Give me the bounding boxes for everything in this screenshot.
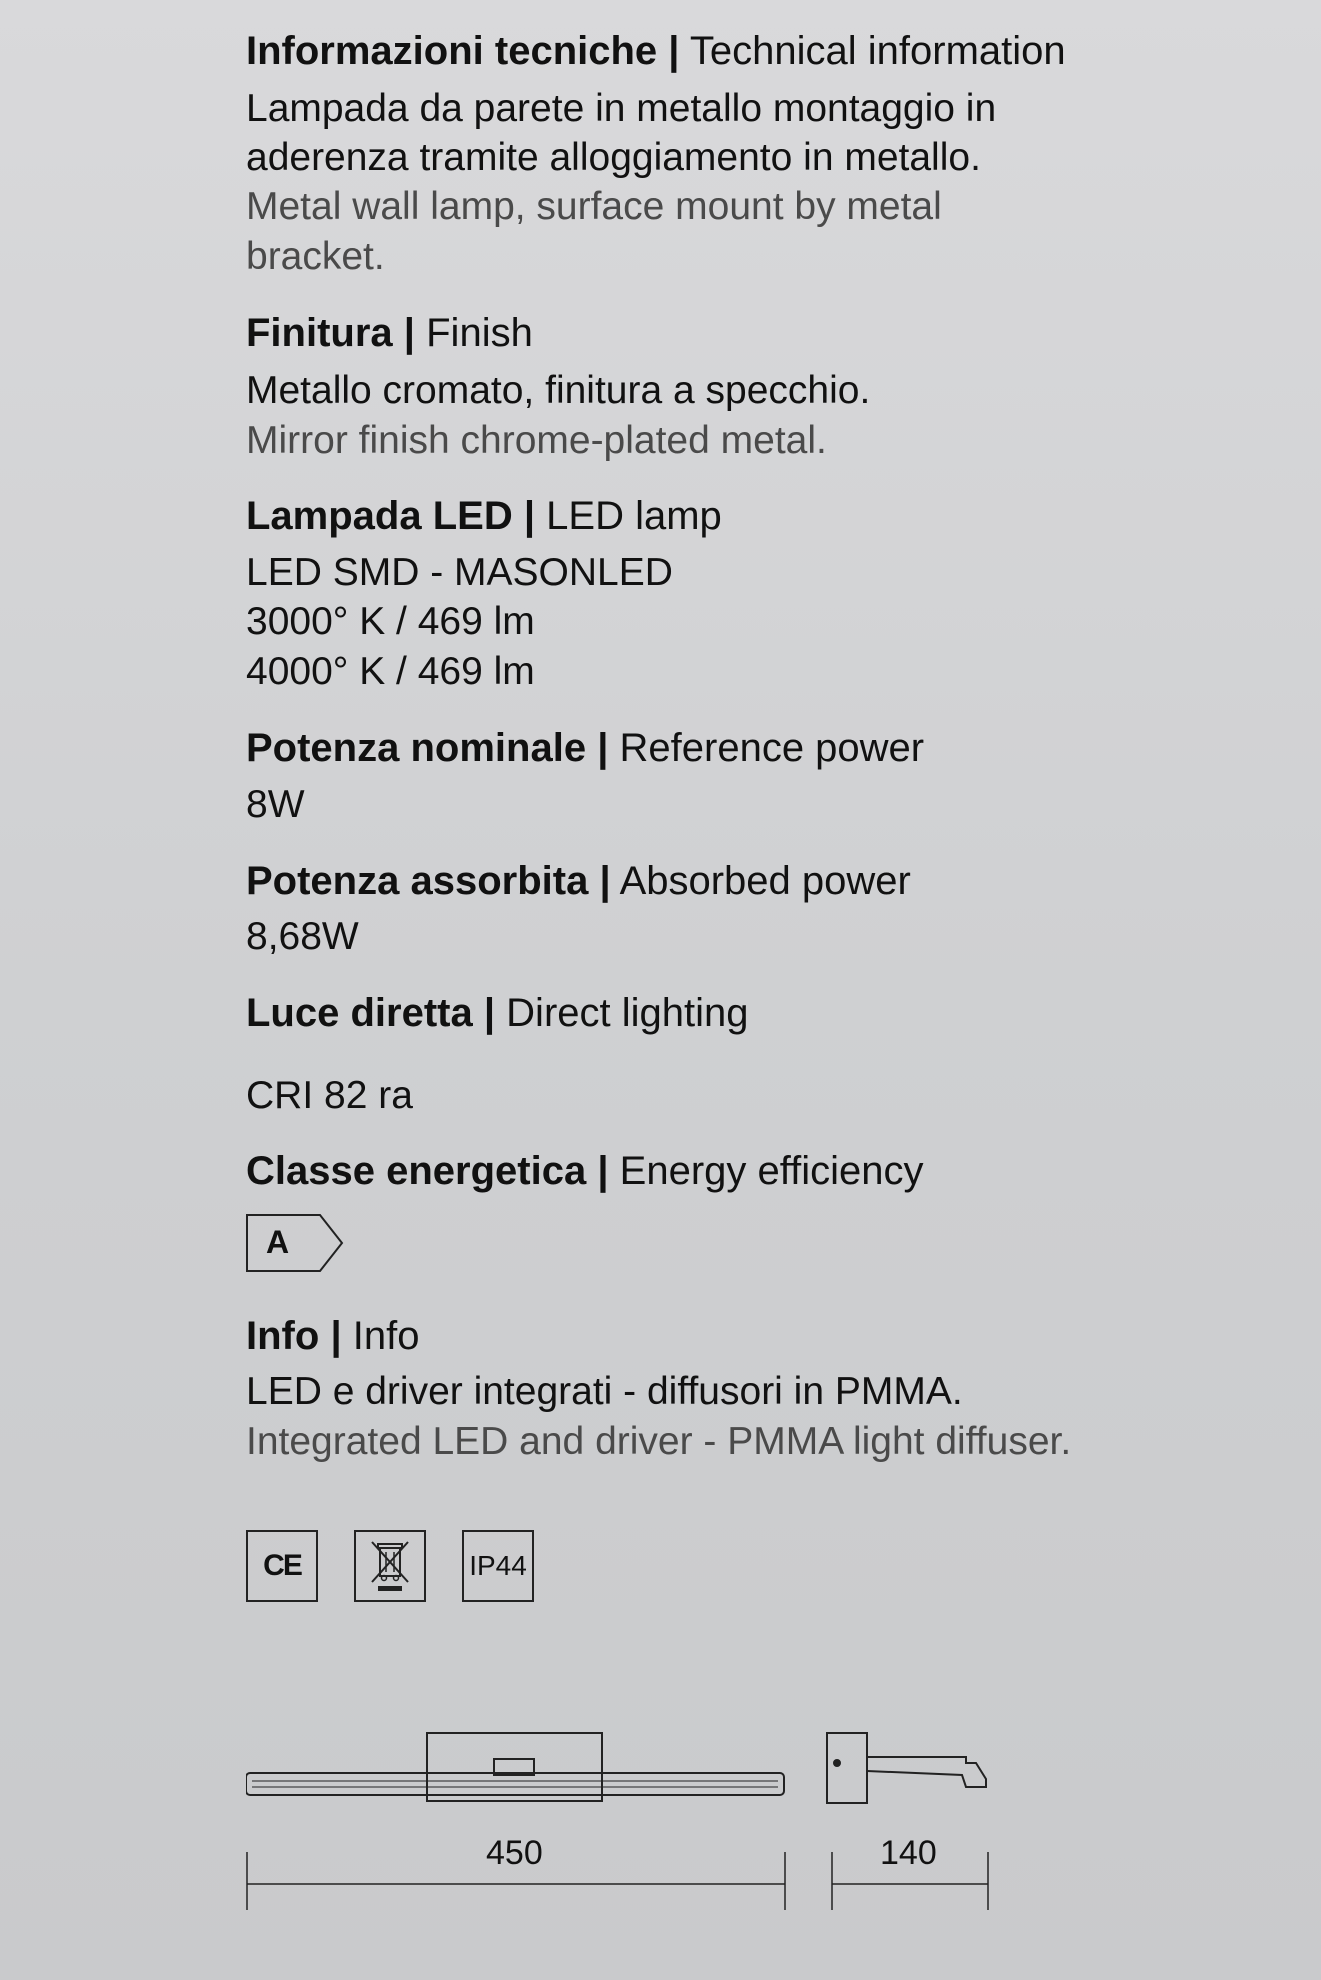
technical-line-en-2: bracket. bbox=[246, 235, 385, 278]
depth-dimension-label: 140 bbox=[880, 1834, 937, 1872]
energy-class-letter: A bbox=[266, 1224, 290, 1260]
absorbed-power-value: 8,68W bbox=[246, 915, 359, 958]
ip44-rating-icon: IP44 bbox=[462, 1530, 534, 1602]
reference-power-value: 8W bbox=[246, 783, 305, 826]
heading-absorbed-power: Potenza assorbita | Absorbed power bbox=[246, 859, 911, 903]
side-view-drawing bbox=[827, 1733, 986, 1803]
weee-bin-icon bbox=[354, 1530, 426, 1602]
energy-arrow-icon bbox=[246, 1214, 346, 1274]
heading-technical-information: Informazioni tecniche | Technical information bbox=[246, 29, 1066, 73]
front-view-drawing bbox=[246, 1733, 784, 1801]
finish-line-it: Metallo cromato, finitura a specchio. bbox=[246, 369, 871, 412]
ce-mark-icon: CE bbox=[246, 1530, 318, 1602]
heading-led-lamp: Lampada LED | LED lamp bbox=[246, 494, 722, 538]
width-dimension-label: 450 bbox=[486, 1834, 543, 1872]
technical-line-it-1: Lampada da parete in metallo montaggio in bbox=[246, 87, 997, 130]
heading-finish: Finitura | Finish bbox=[246, 311, 533, 355]
technical-line-en-1: Metal wall lamp, surface mount by metal bbox=[246, 185, 942, 228]
led-line-3: 4000° K / 469 lm bbox=[246, 650, 535, 693]
info-line-en: Integrated LED and driver - PMMA light diffuser. bbox=[246, 1420, 1072, 1463]
technical-line-it-2: aderenza tramite alloggiamento in metallo. bbox=[246, 136, 981, 179]
led-line-1: LED SMD - MASONLED bbox=[246, 551, 673, 594]
info-line-it: LED e driver integrati - diffusori in PMMA. bbox=[246, 1370, 963, 1413]
led-line-2: 3000° K / 469 lm bbox=[246, 600, 535, 643]
heading-energy-efficiency: Classe energetica | Energy efficiency bbox=[246, 1149, 924, 1193]
cri-value: CRI 82 ra bbox=[246, 1074, 413, 1117]
energy-class-badge bbox=[246, 1214, 342, 1272]
heading-direct-lighting: Luce diretta | Direct lighting bbox=[246, 991, 749, 1035]
heading-info: Info | Info bbox=[246, 1314, 420, 1358]
finish-line-en: Mirror finish chrome-plated metal. bbox=[246, 419, 827, 462]
heading-reference-power: Potenza nominale | Reference power bbox=[246, 726, 925, 770]
